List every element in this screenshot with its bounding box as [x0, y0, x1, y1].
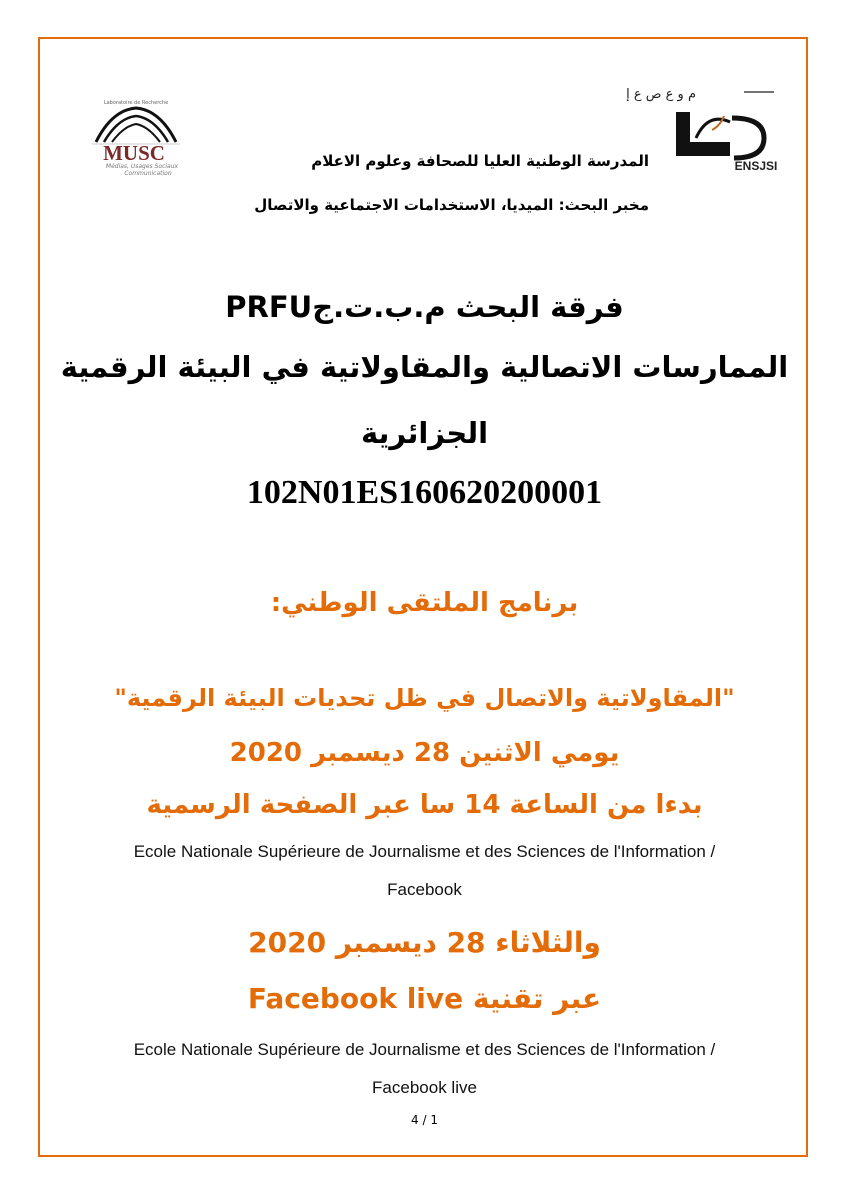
- school-french-line2: Ecole Nationale Supérieure de Journalisme et des Sciences de l'Information /: [133, 1040, 716, 1059]
- musc-logo-text: MUSC: [103, 141, 165, 165]
- program-day1: يومي الاثنين 28 ديسمبر 2020: [229, 738, 620, 768]
- musc-logo: [82, 96, 190, 176]
- project-title-line2: الجزائرية: [360, 416, 489, 450]
- program-day2: والثلاثاء 28 ديسمبر 2020: [248, 926, 601, 959]
- musc-logo-top: Laboratoire de Recherche: [103, 100, 169, 106]
- facebook-line: Facebook: [387, 880, 462, 899]
- musc-logo-sub2: Communication: [124, 170, 172, 177]
- program-via: عبر تقنية Facebook live: [247, 982, 602, 1015]
- school-french-line1: Ecole Nationale Supérieure de Journalisme et des Sciences de l'Information /: [133, 842, 716, 861]
- facebook-live-line: Facebook live: [372, 1078, 477, 1097]
- program-theme: "المقاولاتية والاتصال في ظل تحديات البيئة الرقمية": [114, 684, 735, 712]
- ensjsi-logo-text: ENSJSI: [734, 159, 778, 173]
- ensjsi-logo-arabic: م و ع ص ع إ: [626, 87, 696, 102]
- musc-logo-sub: Médias, Usages Sociaux: [105, 163, 179, 170]
- project-title-line1: الممارسات الاتصالية والمقاولاتية في البيئة الرقمية: [60, 350, 789, 384]
- ensjsi-logo: [626, 82, 778, 176]
- school-name: المدرسة الوطنية العليا للصحافة وعلوم الاعلام: [311, 152, 649, 170]
- program-heading: برنامج الملتقى الوطني:: [270, 588, 579, 618]
- research-team-line: فرقة البحث م.ب.ت.جPRFU: [225, 290, 624, 324]
- program-time: بدءا من الساعة 14 سا عبر الصفحة الرسمية: [146, 790, 703, 820]
- project-code: 102N01ES160620200001: [246, 474, 603, 511]
- page-number: 4 / 1: [411, 1113, 438, 1127]
- lab-name: مخبر البحث: الميديا، الاستخدامات الاجتماعية والاتصال: [254, 196, 649, 214]
